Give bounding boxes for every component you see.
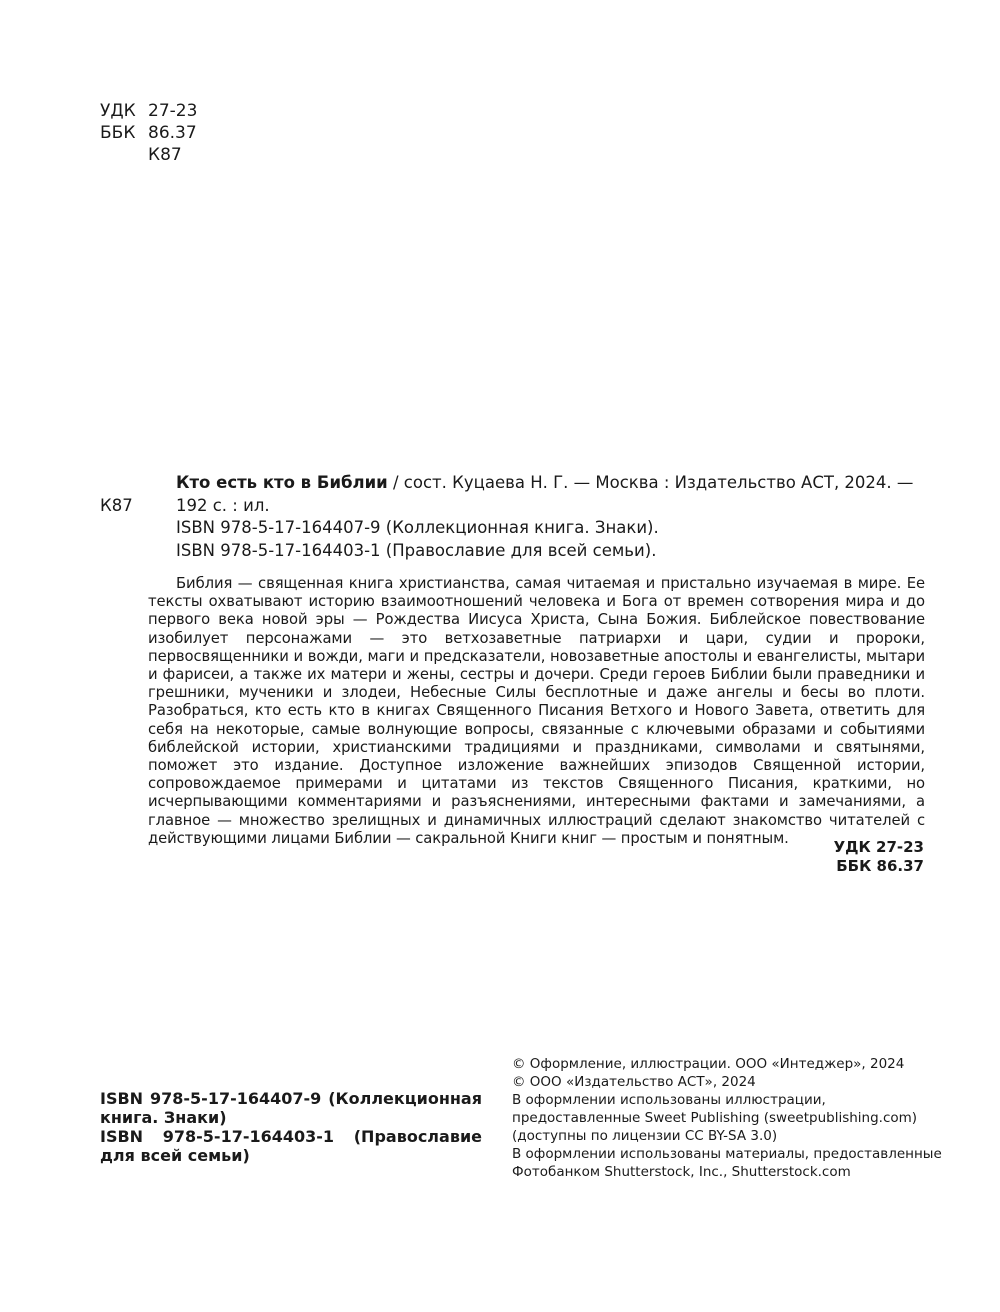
copyright-line-1: © Оформление, иллюстрации. ООО «Интеджер», 2024 [512,1056,905,1072]
copyright-line-4: В оформлении использованы материалы, предоставленные Фотобанком Shutterstock, Inc., Shutterstock.com [512,1146,942,1180]
copyright-block [512,1055,942,1181]
copyright-line-2: © ООО «Издательство АСТ», 2024 [512,1074,756,1090]
isbn-line-2: ISBN 978-5-17-164403-1 (Православие для всей семьи) [100,1127,482,1165]
annotation-paragraph: Библия — священная книга христианства, самая читаемая и пристально изучаемая в мире. Ее тексты охватывают историю взаимоотношений человека и Бога от времен сотворения мира и до первого века новой эры — Рождества Иисуса Христа, Сына Божия. Библейское повествование изобилует персонажами — это ветхозаветные патриархи и цари, судии и пророки, первосвященники и вожди, маги и предсказатели, новозаветные апостолы и евангелисты, мытари и фарисеи, а также их матери и жены, сестры и дочери. Среди героев Библии были праведники и грешники, мученики и злодеи, Небесные Силы бесплотные и даже ангелы и бесы во плоти. Разобраться, кто есть кто в книгах Священного Писания Ветхого и Нового Завета, ответить для себя на некоторые, самые волнующие вопросы, связанные с ключевыми образами и событиями библейской истории, христианскими традициями и праздниками, символами и святынями, поможет это издание. Доступное изложение важнейших эпизодов Священной истории, сопровождаемое примерами и цитатами из текстов Священного Писания, краткими, но исчерпывающими комментариями и разъяснениями, интересными фактами и замечаниями, а главное — множество зрелищных и динамичных иллюстраций сделают знакомство читателей с действующими лицами Библии — сакральной Книги книг — простым и понятным. [148,575,925,847]
author-mark-row [100,144,197,166]
biblio-isbn-2: ISBN 978-5-17-164403-1 (Православие для всей семьи). [176,540,657,560]
isbn-block [100,1089,482,1165]
biblio-pages-line [100,495,926,518]
udk-code: УДК 27-23 [833,838,924,856]
copyright-line-3: В оформлении использованы иллюстрации, предоставленные Sweet Publishing (sweetpublishing.com) (доступны по лицензии CC BY-SA 3.0) [512,1092,918,1144]
biblio-author-mark: К87 [100,495,133,515]
bbk-code: ББК 86.37 [836,857,924,875]
isbn-line-1: ISBN 978-5-17-164407-9 (Коллекционная книга. Знаки) [100,1089,482,1127]
book-title: Кто есть кто в Библии [176,473,388,492]
biblio-title-line [100,472,926,495]
udk-row [100,100,197,122]
biblio-isbn-1: ISBN 978-5-17-164407-9 (Коллекционная книга. Знаки). [176,518,659,537]
bbk-label: ББК [100,123,136,143]
classification-block [100,100,197,166]
bbk-row [100,122,197,144]
bbk-value: 86.37 [148,123,197,143]
book-statement: / сост. Куцаева Н. Г. — Москва : Издательство АСТ, 2024. — [387,473,914,492]
udk-label: УДК [100,101,136,121]
author-mark: К87 [148,145,182,165]
udk-value: 27-23 [148,101,198,121]
classification-codes [834,838,924,876]
book-pages: 192 с. : ил. [176,495,270,515]
bibliographic-record [100,472,926,562]
